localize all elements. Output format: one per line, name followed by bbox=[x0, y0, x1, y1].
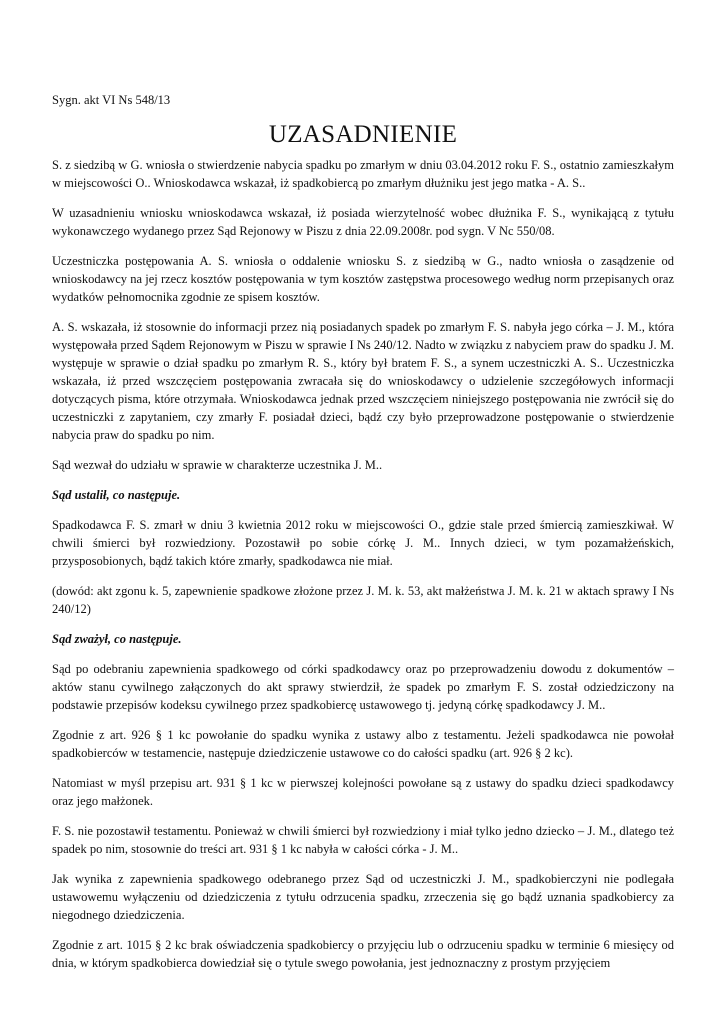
body-paragraph: Uczestniczka postępowania A. S. wniosła o oddalenie wniosku S. z siedzibą w G., nadto wniosła o zasądzenie od wnioskodawcy na jej rzecz kosztów postępowania w tym kosztów zastępstwa procesowego według norm przepisanych oraz wydatków pełnomocnika zgodnie ze spisem kosztów. bbox=[52, 254, 674, 304]
document-body bbox=[52, 156, 674, 972]
body-paragraph: W uzasadnieniu wniosku wnioskodawca wskazał, iż posiada wierzytelność wobec dłużnika F. S., wynikającą z tytułu wykonawczego wydanego przez Sąd Rejonowy w Piszu z dnia 22.09.2008r. pod sygn. V Nc 550/08. bbox=[52, 206, 674, 238]
body-paragraph: S. z siedzibą w G. wniosła o stwierdzenie nabycia spadku po zmarłym w dniu 03.04.2012 roku F. S., ostatnio zamieszkałym w miejscowości O.. Wnioskodawca wskazał, iż spadkobiercą po zmarłym dłużniku jest jego matka - A. S.. bbox=[52, 158, 674, 190]
body-paragraph: (dowód: akt zgonu k. 5, zapewnienie spadkowe złożone przez J. M. k. 53, akt małżeństwa J. M. k. 21 w aktach sprawy I Ns 240/12) bbox=[52, 584, 674, 616]
body-paragraph: Natomiast w myśl przepisu art. 931 § 1 kc w pierwszej kolejności powołane są z ustawy do spadku dzieci spadkodawcy oraz jego małżonek. bbox=[52, 776, 674, 808]
body-paragraph: Zgodnie z art. 926 § 1 kc powołanie do spadku wynika z ustawy albo z testamentu. Jeżeli spadkodawca nie powołał spadkobierców w testamencie, następuje dziedziczenie ustawowe co do całości spadku (art. 926 § 2 kc). bbox=[52, 728, 674, 760]
document-title: UZASADNIENIE bbox=[268, 121, 458, 148]
body-paragraph: Sąd wezwał do udziału w sprawie w charakterze uczestnika J. M.. bbox=[52, 458, 383, 472]
case-signature: Sygn. akt VI Ns 548/13 bbox=[52, 93, 171, 107]
body-paragraph: A. S. wskazała, iż stosownie do informacji przez nią posiadanych spadek po zmarłym F. S. nabyła jego córka – J. M., która występowała przed Sądem Rejonowym w Piszu w sprawie I Ns 240/12. Nadto w związku z nabyciem praw do spadku J. M. występuje w sprawie o dział spadku po zmarłym R. S., który był bratem F. S., a synem uczestniczki A. S.. Uczestniczka wskazała, iż przed wszczęciem postępowania zwracała się do wnioskodawcy o udzielenie szczegółowych informacji dotyczących pisma, które otrzymała. Wnioskodawca jednak przed wszczęciem niniejszego postępowania nie zwrócił się do uczestniczki z zapytaniem, czy zmarły F. posiadał dzieci, bądź czy było przeprowadzone postępowanie o stwierdzenie nabycia praw do spadku po nim. bbox=[52, 320, 674, 442]
body-paragraph: Jak wynika z zapewnienia spadkowego odebranego przez Sąd od uczestniczki J. M., spadkobierczyni nie podlegała ustawowemu wyłączeniu od dziedziczenia z tytułu odrzucenia spadku, zrzeczenia się go bądź uznania spadkobiercy za niegodnego dziedziczenia. bbox=[52, 872, 674, 922]
body-paragraph: Spadkodawca F. S. zmarł w dniu 3 kwietnia 2012 roku w miejscowości O., gdzie stale przed śmiercią zamieszkiwał. W chwili śmierci był rozwiedziony. Pozostawił po sobie córkę J. M.. Innych dzieci, w tym pozamałżeńskich, przysposobionych, bądź takich które zmarły, spadkodawca nie miał. bbox=[52, 518, 674, 568]
body-paragraph: F. S. nie pozostawił testamentu. Ponieważ w chwili śmierci był rozwiedziony i miał tylko jedno dziecko – J. M., dlatego też spadek po nim, stosownie do treści art. 931 § 1 kc nabyła w całości córka - J. M.. bbox=[52, 824, 674, 856]
document-page bbox=[52, 92, 674, 984]
body-paragraph: Zgodnie z art. 1015 § 2 kc brak oświadczenia spadkobiercy o przyjęciu lub o odrzuceniu spadku w terminie 6 miesięcy od dnia, w którym spadkobierca dowiedział się o tytule swego powołania, jest jednoznaczny z prostym przyjęciem bbox=[52, 938, 674, 970]
section-heading: Sąd zważył, co następuje. bbox=[52, 632, 182, 646]
section-heading: Sąd ustalił, co następuje. bbox=[52, 488, 181, 502]
body-paragraph: Sąd po odebraniu zapewnienia spadkowego od córki spadkodawcy oraz po przeprowadzeniu dowodu z dokumentów – aktów stanu cywilnego załączonych do akt sprawy stwierdził, że spadek po zmarłym F. S. został odziedziczony na podstawie przepisów kodeksu cywilnego przez spadkobiercę ustawowego tj. jedyną córkę spadkodawcy J. M.. bbox=[52, 662, 674, 712]
